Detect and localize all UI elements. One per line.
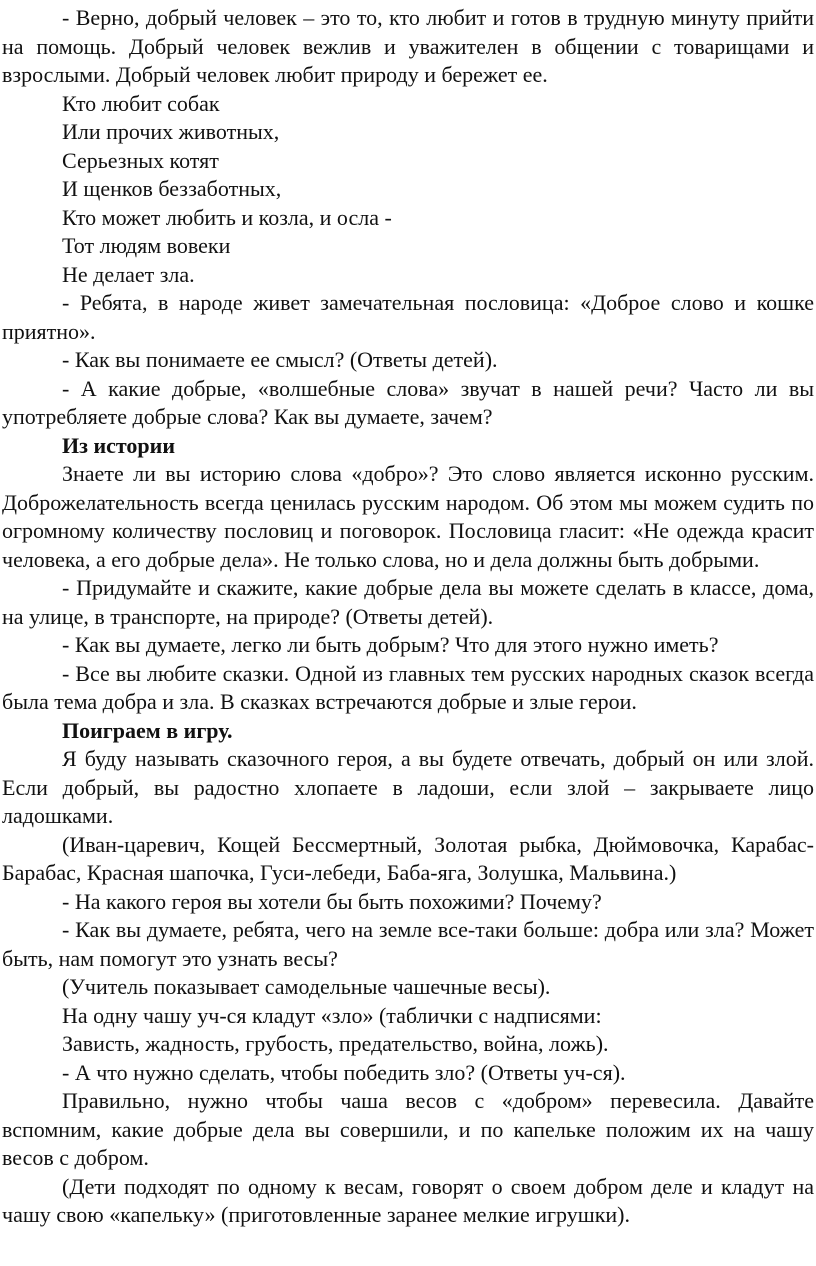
paragraph: - Верно, добрый человек – это то, кто любит и готов в трудную минуту прийти на помощь. Добрый человек вежлив и уважителен в общении с товарищами и взрослыми. Добрый человек любит природу и бережет ее. (2, 5, 814, 87)
paragraph: - Как вы думаете, ребята, чего на земле все-таки больше: добра или зла? Может быть, нам помогут это узнать весы? (2, 917, 814, 971)
paragraph: (Иван-царевич, Кощей Бессмертный, Золотая рыбка, Дюймовочка, Карабас-Барабас, Красная шапочка, Гуси-лебеди, Баба-яга, Золушка, Мальвина.) (2, 831, 814, 885)
paragraph: - Как вы понимаете ее смысл? (Ответы детей). (62, 347, 498, 372)
paragraph: - Как вы думаете, легко ли быть добрым? Что для этого нужно иметь? (62, 632, 719, 657)
poem (2, 90, 814, 290)
paragraph: - А какие добрые, «волшебные слова» звучат в нашей речи? Часто ли вы употребляете добрые слова? Как вы думаете, зачем? (2, 375, 814, 429)
poem-line: И щенков беззаботных, (62, 176, 282, 201)
poem-line: Кто любит собак (62, 90, 220, 116)
poem-line: Кто может любить и козла, и осла - (62, 204, 392, 230)
section-heading-history: Из истории (62, 432, 175, 458)
paragraph: (Учитель показывает самодельные чашечные весы). (62, 974, 551, 999)
paragraph: - На какого героя вы хотели бы быть похожими? Почему? (62, 888, 602, 914)
paragraph: На одну чашу уч-ся кладут «зло» (таблички с надписями: (62, 1002, 602, 1028)
paragraph: - Придумайте и скажите, какие добрые дела вы можете сделать в классе, дома, на улице, в транспорте, на природе? (Ответы детей). (2, 575, 814, 629)
poem-line: Не делает зла. (62, 261, 195, 287)
paragraph: - Все вы любите сказки. Одной из главных тем русских народных сказок всегда была тема добра и зла. В сказках встречаются добрые и злые герои. (2, 660, 814, 714)
paragraph: (Дети подходят по одному к весам, говорят о своем добром деле и кладут на чашу свою «капельку» (приготовленные заранее мелкие игрушки). (2, 1173, 814, 1227)
poem-line: Тот людям вовеки (62, 233, 231, 258)
paragraph: - А что нужно сделать, чтобы победить зло? (Ответы уч-ся). (62, 1059, 626, 1085)
paragraph: Знаете ли вы историю слова «добро»? Это слово является исконно русским. Доброжелательность всегда ценилась русским народом. Об этом мы можем судить по огромному количеству пословиц и поговорок. Пословица гласит: «Не одежда красит человека, а его добрые дела». Не только слова, но и дела должны быть добрыми. (2, 461, 814, 572)
poem-line: Или прочих животных, (62, 119, 280, 144)
paragraph: Правильно, нужно чтобы чаша весов с «добром» перевесила. Давайте вспомним, какие добрые дела вы совершили, и по капельке положим их на чашу весов с добром. (2, 1088, 814, 1170)
poem-line: Серьезных котят (62, 147, 219, 173)
section-heading-game: Поиграем в игру. (62, 717, 233, 743)
paragraph: Я буду называть сказочного героя, а вы будете отвечать, добрый он или злой. Если добрый, вы радостно хлопаете в ладоши, если злой – закрываете лицо ладошками. (2, 746, 814, 828)
paragraph: Зависть, жадность, грубость, предательство, война, ложь). (62, 1031, 609, 1056)
paragraph: - Ребята, в народе живет замечательная пословица: «Доброе слово и кошке приятно». (2, 290, 814, 344)
